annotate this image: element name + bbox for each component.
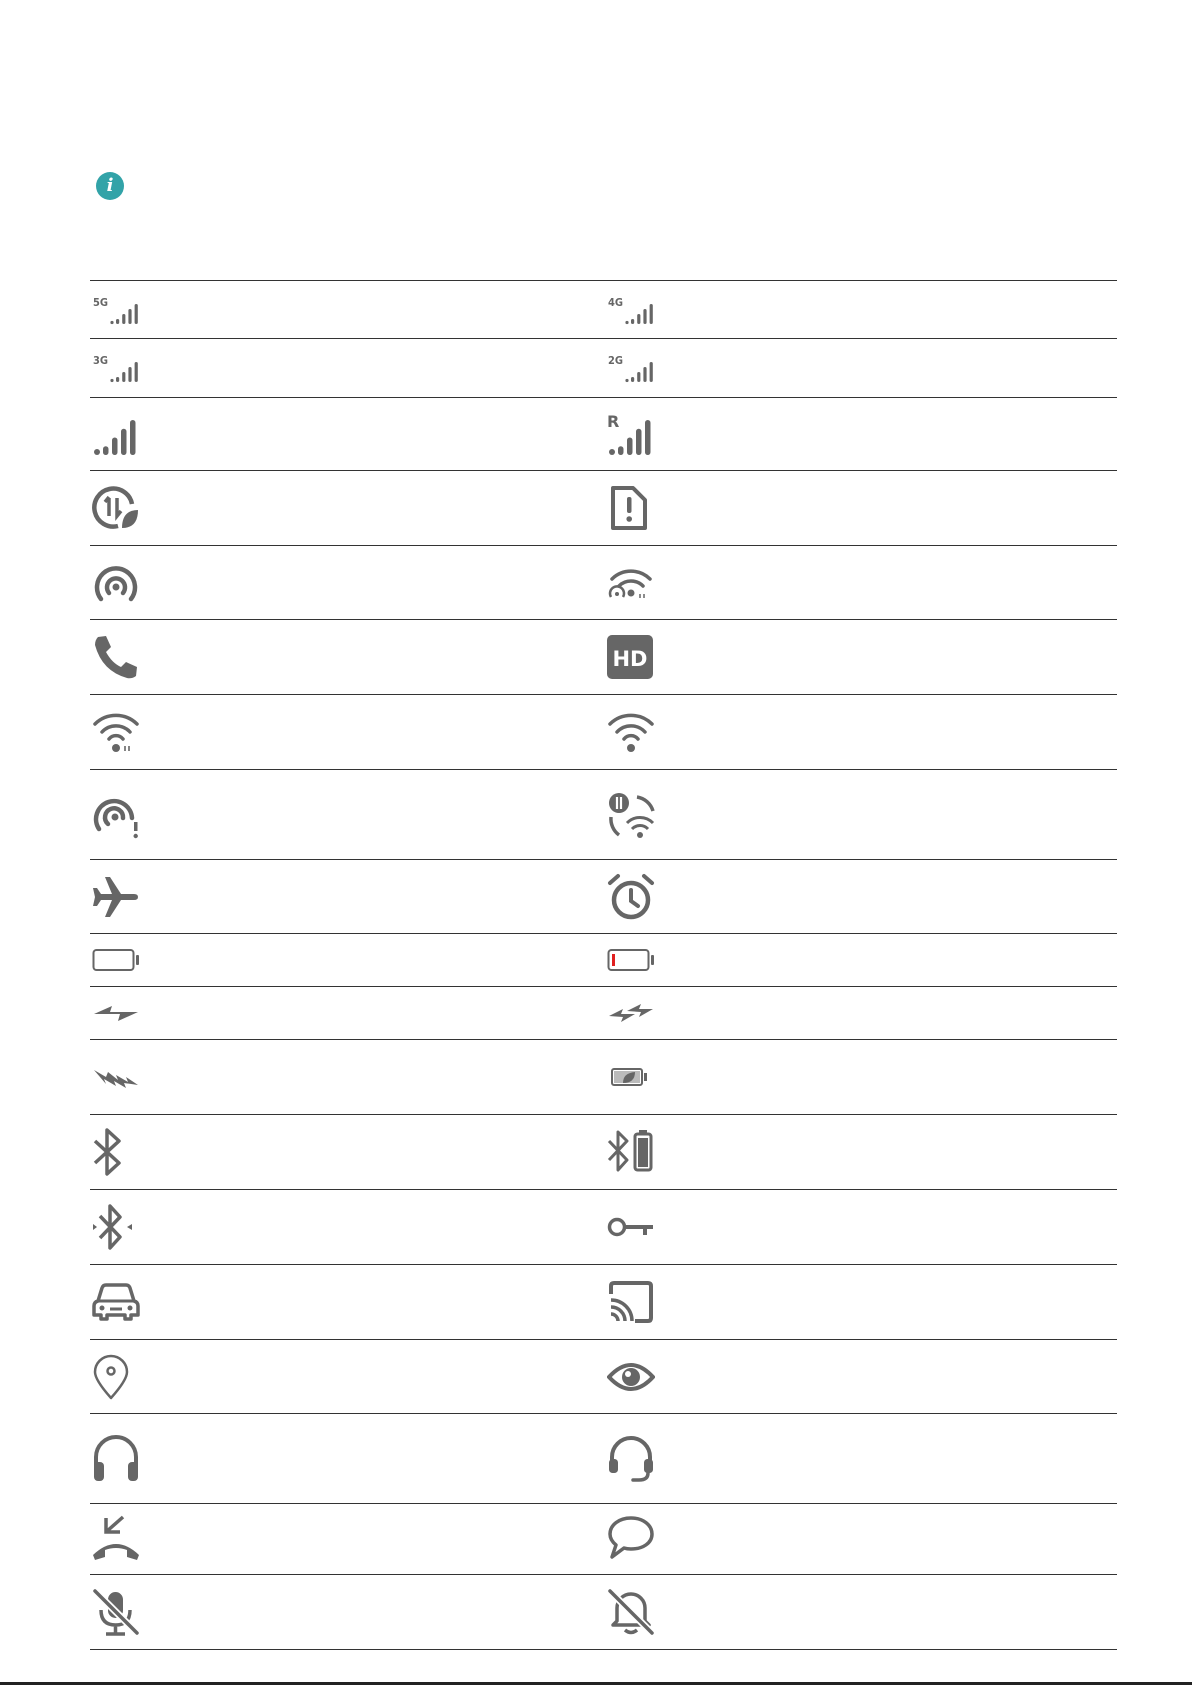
battery-low-icon bbox=[607, 948, 655, 972]
right-cell bbox=[603, 339, 1116, 397]
left-cell bbox=[90, 695, 603, 769]
table-row bbox=[90, 694, 1117, 769]
svg-text:3G: 3G bbox=[93, 354, 109, 367]
hotspot-icon bbox=[92, 559, 140, 607]
call-in-progress-icon bbox=[92, 1515, 140, 1563]
mute-icon bbox=[92, 1588, 140, 1636]
right-cell bbox=[603, 1414, 1116, 1503]
volte-hd-icon bbox=[607, 633, 655, 681]
status-icon-table bbox=[90, 280, 1117, 1650]
left-cell bbox=[90, 1414, 603, 1503]
wifi-data-icon bbox=[92, 710, 140, 754]
table-row bbox=[90, 1114, 1117, 1189]
right-cell bbox=[603, 695, 1116, 769]
right-cell bbox=[603, 398, 1116, 470]
svg-text:2G: 2G bbox=[608, 354, 624, 367]
right-cell bbox=[603, 546, 1116, 619]
right-cell bbox=[603, 1040, 1116, 1114]
battery-empty-icon bbox=[92, 948, 140, 972]
left-cell bbox=[90, 1190, 603, 1264]
new-message-icon bbox=[607, 1515, 655, 1563]
silent-mode-icon bbox=[607, 1588, 655, 1636]
table-row bbox=[90, 933, 1117, 986]
quick-charging-icon bbox=[607, 1000, 655, 1026]
info-icon: i bbox=[96, 172, 124, 200]
vpn-icon bbox=[607, 1211, 655, 1243]
call-icon bbox=[92, 633, 140, 681]
charging-icon bbox=[92, 1001, 140, 1025]
table-row bbox=[90, 1264, 1117, 1339]
table-row bbox=[90, 859, 1117, 933]
right-cell bbox=[603, 770, 1116, 859]
headset-mic-icon bbox=[607, 1435, 655, 1483]
right-cell bbox=[603, 1190, 1116, 1264]
location-icon bbox=[92, 1353, 140, 1401]
table-row bbox=[90, 619, 1117, 694]
data-saver-icon bbox=[92, 484, 140, 532]
left-cell bbox=[90, 546, 603, 619]
left-cell bbox=[90, 1040, 603, 1114]
table-row bbox=[90, 1039, 1117, 1114]
table-row bbox=[90, 470, 1117, 545]
3g-signal-icon bbox=[92, 352, 140, 384]
bluetooth-icon bbox=[92, 1128, 140, 1176]
5g-signal-icon bbox=[92, 294, 140, 326]
right-cell bbox=[603, 1504, 1116, 1574]
bluetooth-battery-icon bbox=[607, 1128, 655, 1176]
right-cell bbox=[603, 934, 1116, 986]
left-cell bbox=[90, 1504, 603, 1574]
4g-signal-icon bbox=[607, 294, 655, 326]
table-row bbox=[90, 280, 1117, 338]
alarm-icon bbox=[607, 873, 655, 921]
projection-icon bbox=[607, 1280, 655, 1324]
right-cell bbox=[603, 620, 1116, 694]
table-row bbox=[90, 545, 1117, 619]
table-row bbox=[90, 1339, 1117, 1413]
right-cell bbox=[603, 1265, 1116, 1339]
right-cell bbox=[603, 1575, 1116, 1649]
hotspot-wifi-icon bbox=[607, 563, 655, 603]
super-charging-icon bbox=[92, 1064, 140, 1090]
table-row bbox=[90, 1503, 1117, 1574]
right-cell bbox=[603, 987, 1116, 1039]
table-row bbox=[90, 338, 1117, 397]
table-row bbox=[90, 1189, 1117, 1264]
svg-text:R: R bbox=[607, 412, 620, 431]
roaming-signal-icon bbox=[607, 411, 655, 457]
full-signal-icon bbox=[92, 411, 140, 457]
right-cell bbox=[603, 860, 1116, 933]
left-cell bbox=[90, 987, 603, 1039]
hotspot-disconnected-icon bbox=[92, 791, 140, 839]
left-cell bbox=[90, 1265, 603, 1339]
table-row bbox=[90, 1413, 1117, 1503]
driving-mode-icon bbox=[92, 1282, 140, 1322]
sim-missing-icon bbox=[607, 484, 655, 532]
right-cell bbox=[603, 281, 1116, 338]
wifi-icon bbox=[607, 710, 655, 754]
table-row bbox=[90, 769, 1117, 859]
left-cell bbox=[90, 1575, 603, 1649]
right-cell bbox=[603, 1340, 1116, 1413]
2g-signal-icon bbox=[607, 352, 655, 384]
left-cell bbox=[90, 1115, 603, 1189]
table-row bbox=[90, 986, 1117, 1039]
wifi-plus-icon bbox=[607, 791, 655, 839]
left-cell bbox=[90, 398, 603, 470]
left-cell bbox=[90, 860, 603, 933]
table-row bbox=[90, 1574, 1117, 1650]
left-cell bbox=[90, 770, 603, 859]
bluetooth-connected-icon bbox=[92, 1203, 140, 1251]
left-cell bbox=[90, 620, 603, 694]
left-cell bbox=[90, 471, 603, 545]
right-cell bbox=[603, 1115, 1116, 1189]
svg-text:4G: 4G bbox=[608, 295, 624, 309]
svg-text:HD: HD bbox=[612, 647, 648, 671]
left-cell bbox=[90, 339, 603, 397]
left-cell bbox=[90, 1340, 603, 1413]
airplane-mode-icon bbox=[92, 873, 140, 921]
svg-text:5G: 5G bbox=[93, 295, 109, 309]
headset-icon bbox=[92, 1435, 140, 1483]
left-cell bbox=[90, 281, 603, 338]
power-saving-icon bbox=[607, 1065, 655, 1089]
left-cell bbox=[90, 934, 603, 986]
right-cell bbox=[603, 471, 1116, 545]
eye-comfort-icon bbox=[607, 1359, 655, 1395]
table-row bbox=[90, 397, 1117, 470]
